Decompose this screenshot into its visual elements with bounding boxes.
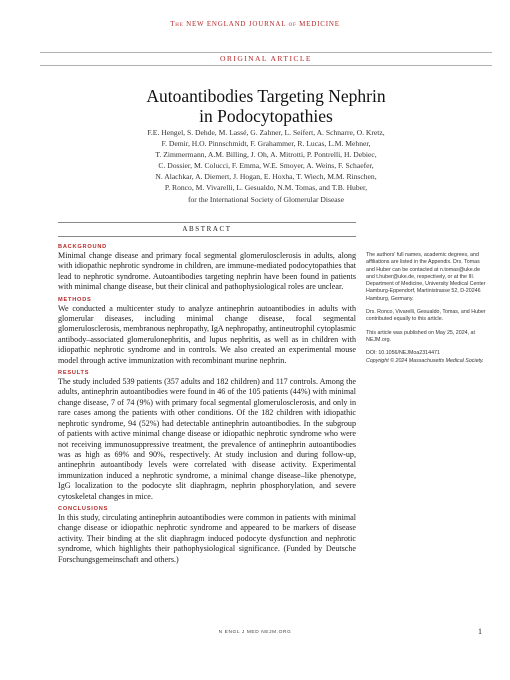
section-text-results: The study included 539 patients (357 adults and 182 children) and 117 controls. Among the adults, antinephrin autoantibodies were found in 46 of the 105 patients (44%) with minimal change disease, 7 of 74 (9%) with primary focal segmental glomerulosclerosis, and only in rare cases among the patients with other conditions. Of the 182 children with idiopathic nephrotic syndrome, 94 (52%) had detectable antinephrin autoantibodies. In the subgroup of patients with active minimal change disease or idiopathic nephrotic syndrome who were not receiving immunosuppressive treatment, the prevalence of antinephrin autoantibodies was as high as 69% and 90%, respectively. At study inclusion and during follow-up, antinephrin autoantibody levels were correlated with disease activity. Experimental immunization induced a nephrotic syndrome, a minimal change disease–like phenotype, IgG localization to the podocyte slit diaphragm, nephrin phosphorylation, and severe cytoskeletal changes in mice. [58, 377, 356, 501]
author-line: F.E. Hengel, S. Dehde, M. Lassé, G. Zahner, L. Seifert, A. Schnarre, O. Kretz, [147, 128, 385, 137]
article-type-banner [40, 52, 492, 65]
article-type: ORIGINAL ARTICLE [220, 54, 312, 63]
abstract-banner [58, 222, 356, 236]
doi: DOI: 10.1056/NEJMoa2314471 [366, 350, 440, 357]
abstract-top-rule [58, 222, 356, 223]
section-label-background: BACKGROUND [58, 244, 108, 250]
page-number: 1 [478, 627, 482, 636]
banner-top-rule [40, 52, 492, 53]
section-text-background: Minimal change disease and primary focal segmental glomerulosclerosis in adults, along with idiopathic nephrotic syndrome in children, are immune-mediated podocytopathies that lead to nephrotic syndrome. Autoantibodies targeting nephrin have been found in patients with minimal change disease, but their clinical and pathophysiological roles are unclear. [58, 251, 356, 292]
author-line: N. Alachkar, A. Diemert, J. Hogan, E. Hoxha, T. Wiech, M.M. Rinschen, [155, 172, 377, 182]
title-line-2: in Podocytopathies [199, 106, 333, 126]
section-label-methods: METHODS [58, 296, 92, 303]
affiliation-note: The authors' full names, academic degrees, and affiliations are listed in the Appendix. Drs. Tomas and Huber can be contacted at n.tomas@uke.de and t.huber@uke.de, respectively, or at the III. Department of Medicine, University Medical Center Hamburg-Eppendorf, Martinistrasse 52, D-20246 Hamburg, Germany. [366, 252, 486, 302]
abstract-bottom-rule [58, 236, 356, 237]
section-label-conclusions: CONCLUSIONS [58, 505, 109, 512]
author-notes-sidebar [366, 252, 490, 365]
author-line: F. Demir, H.O. Pinnschmidt, F. Grahammer, R. Lucas, L.M. Mehner, [161, 139, 371, 149]
abstract-body [58, 240, 356, 565]
abstract-heading: ABSTRACT [182, 225, 232, 233]
banner-bottom-rule [40, 65, 492, 66]
author-line: for the International Society of Glomerular Disease [187, 194, 345, 204]
section-text-methods: We conducted a multicenter study to analyze antinephrin autoantibodies in adults with glomerular diseases, including minimal change disease, focal segmental glomerulosclerosis, membranous nephropathy, IgA nephropathy, antineutrophil cytoplasmic antibody–associated glomerulonephritis, and lupus nephritis, as well as in children with idiopathic nephrotic syndrome and in controls. We also created an experimental mouse model through active immunization with recombinant murine nephrin. [58, 303, 356, 365]
journal-header [0, 20, 510, 28]
author-line: P. Ronco, M. Vivarelli, L. Gesualdo, N.M. Tomas, and T.B. Huber, [164, 183, 368, 193]
journal-name: The NEW ENGLAND JOURNAL of MEDICINE [170, 20, 340, 28]
section-label-results: RESULTS [58, 370, 90, 377]
author-list [40, 127, 492, 205]
section-text-conclusions: In this study, circulating antinephrin autoantibodies were common in patients with minimal change disease or idiopathic nephrotic syndrome and appeared to be markers of disease activity. Their binding at the slit diaphragm induced podocyte dysfunction and nephrotic syndrome, which highlights their pathophysiological significance. (Funded by Deutsche Forschungsgemeinschaft and others.) [58, 512, 356, 564]
page-footer: N ENGL J MED NEJM.ORG [218, 630, 292, 635]
author-line: C. Dossier, M. Colucci, F. Emma, W.E. Smoyer, A. Weins, F. Schaefer, [158, 161, 374, 171]
author-line: T. Zimmermann, A.M. Billing, J. Oh, A. Mitrotti, P. Pontrelli, H. Debiec, [155, 150, 377, 160]
article-title [40, 86, 492, 126]
contribution-note: Drs. Ronco, Vivarelli, Gesualdo, Tomas, and Huber contributed equally to this article. [366, 309, 486, 323]
title-line-1: Autoantibodies Targeting Nephrin [146, 86, 386, 106]
copyright: Copyright © 2024 Massachusetts Medical Society. [366, 357, 484, 364]
publication-note: This article was published on May 25, 2024, at NEJM.org. [366, 329, 475, 343]
